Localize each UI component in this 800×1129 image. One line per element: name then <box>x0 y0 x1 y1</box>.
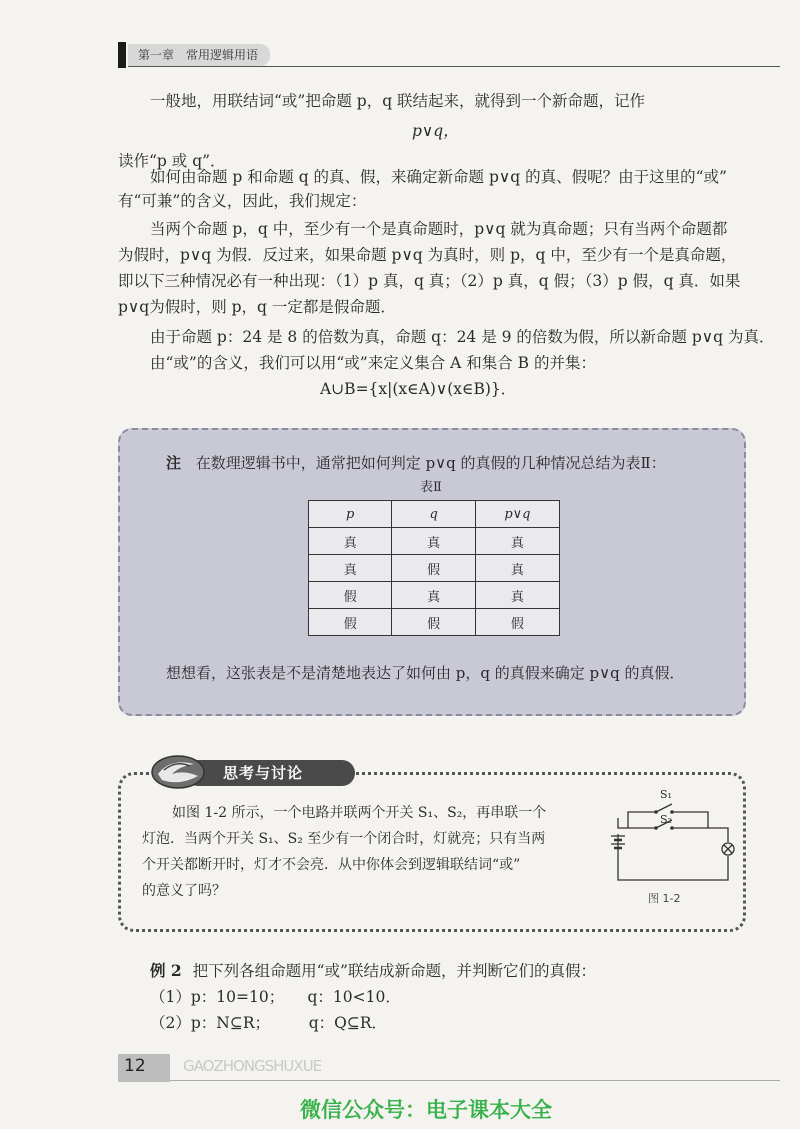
table-row <box>309 555 560 582</box>
footer-rule <box>170 1080 780 1081</box>
footer-brand: GAOZHONGSHUXUE <box>183 1057 322 1075</box>
page-number: 12 <box>124 1056 146 1076</box>
swirl-icon <box>150 752 214 792</box>
paragraph-line: 为假时，p∨q 为假．反过来，如果命题 p∨q 为真时，则 p，q 中，至少有一个是真命题， <box>118 246 737 264</box>
table-cell: 真 <box>309 555 392 582</box>
paragraph-line: 即以下三种情况必有一种出现：（1）p 真，q 真；（2）p 真，q 假；（3）p 假，q 真．如果 <box>118 272 741 290</box>
formula-union: A∪B={x|(x∈A)∨(x∈B)}． <box>320 380 517 398</box>
paragraph-line: p∨q为假时，则 p，q 一定都是假命题． <box>118 298 396 316</box>
note-footer: 想想看，这张表是不是清楚地表达了如何由 p，q 的真假来确定 p∨q 的真假． <box>166 664 685 682</box>
think-text-line: 的意义了吗？ <box>142 883 226 899</box>
table-row <box>309 528 560 555</box>
paragraph-line: 一般地，用联结词“或”把命题 p，q 联结起来，就得到一个新命题，记作 <box>150 92 646 110</box>
watermark-text: 微信公众号：电子课本大全 <box>300 1098 552 1122</box>
table-cell: 真 <box>475 555 559 582</box>
table-cell: 真 <box>475 528 559 555</box>
formula-p-or-q: p∨q， <box>412 122 459 140</box>
table-header: p∨q <box>475 501 559 528</box>
circuit-diagram <box>608 784 738 884</box>
switch-s1-label: S₁ <box>660 788 672 801</box>
table-cell: 真 <box>475 582 559 609</box>
table-cell: 假 <box>309 609 392 636</box>
think-text-line: 个开关都断开时，灯才不会亮．从中你体会到逻辑联结词“或” <box>142 857 521 873</box>
table-header: p <box>309 501 392 528</box>
think-text-line: 灯泡．当两个开关 S₁、S₂ 至少有一个闭合时，灯就亮；只有当两 <box>142 831 546 847</box>
table-cell: 假 <box>475 609 559 636</box>
think-text-line: 如图 1-2 所示，一个电路并联两个开关 S₁、S₂，再串联一个 <box>172 805 547 821</box>
paragraph-line: 读作“p 或 q”． <box>118 152 226 170</box>
header-rule <box>128 66 780 67</box>
example-item: （2）p：N⊆R； q：Q⊆R． <box>150 1014 388 1032</box>
example-label: 例 2 <box>150 961 182 980</box>
figure-caption: 图 1-2 <box>648 892 681 905</box>
table-cell: 真 <box>309 528 392 555</box>
truth-table <box>308 500 560 636</box>
paragraph-line: 当两个命题 p，q 中，至少有一个是真命题时，p∨q 就为真命题；只有当两个命题都 <box>150 220 728 238</box>
table-cell: 真 <box>392 582 475 609</box>
paragraph-line: 有“可兼”的含义，因此，我们规定： <box>118 192 367 210</box>
think-title: 思考与讨论 <box>185 760 355 786</box>
paragraph-line: 由于命题 p：24 是 8 的倍数为真，命题 q：24 是 9 的倍数为假，所以新命题 p∨q 为真． <box>150 328 775 346</box>
table-cell: 真 <box>392 528 475 555</box>
table-header-row <box>309 501 560 528</box>
note-label: 注 <box>166 454 182 472</box>
paragraph-line: 由“或”的含义，我们可以用“或”来定义集合 A 和集合 B 的并集： <box>150 354 596 372</box>
table-cell: 假 <box>392 555 475 582</box>
example-text: 把下列各组命题用“或”联结成新命题，并判断它们的真假： <box>192 962 596 980</box>
chapter-title: 第一章 常用逻辑用语 <box>128 44 270 66</box>
table-row <box>309 582 560 609</box>
switch-s2-label: S₂ <box>660 813 672 826</box>
table-caption: 表Ⅱ <box>420 480 442 495</box>
table-row <box>309 609 560 636</box>
table-cell: 假 <box>309 582 392 609</box>
example-item: （1）p：10=10； q：10<10． <box>150 988 401 1006</box>
note-body: 在数理逻辑书中，通常把如何判定 p∨q 的真假的几种情况总结为表Ⅱ： <box>195 454 666 472</box>
note-text <box>166 452 666 473</box>
table-header: q <box>392 501 475 528</box>
paragraph-line: 如何由命题 p 和命题 q 的真、假，来确定新命题 p∨q 的真、假呢？由于这里的“或” <box>150 168 727 186</box>
header-bar <box>118 42 126 68</box>
table-cell: 假 <box>392 609 475 636</box>
